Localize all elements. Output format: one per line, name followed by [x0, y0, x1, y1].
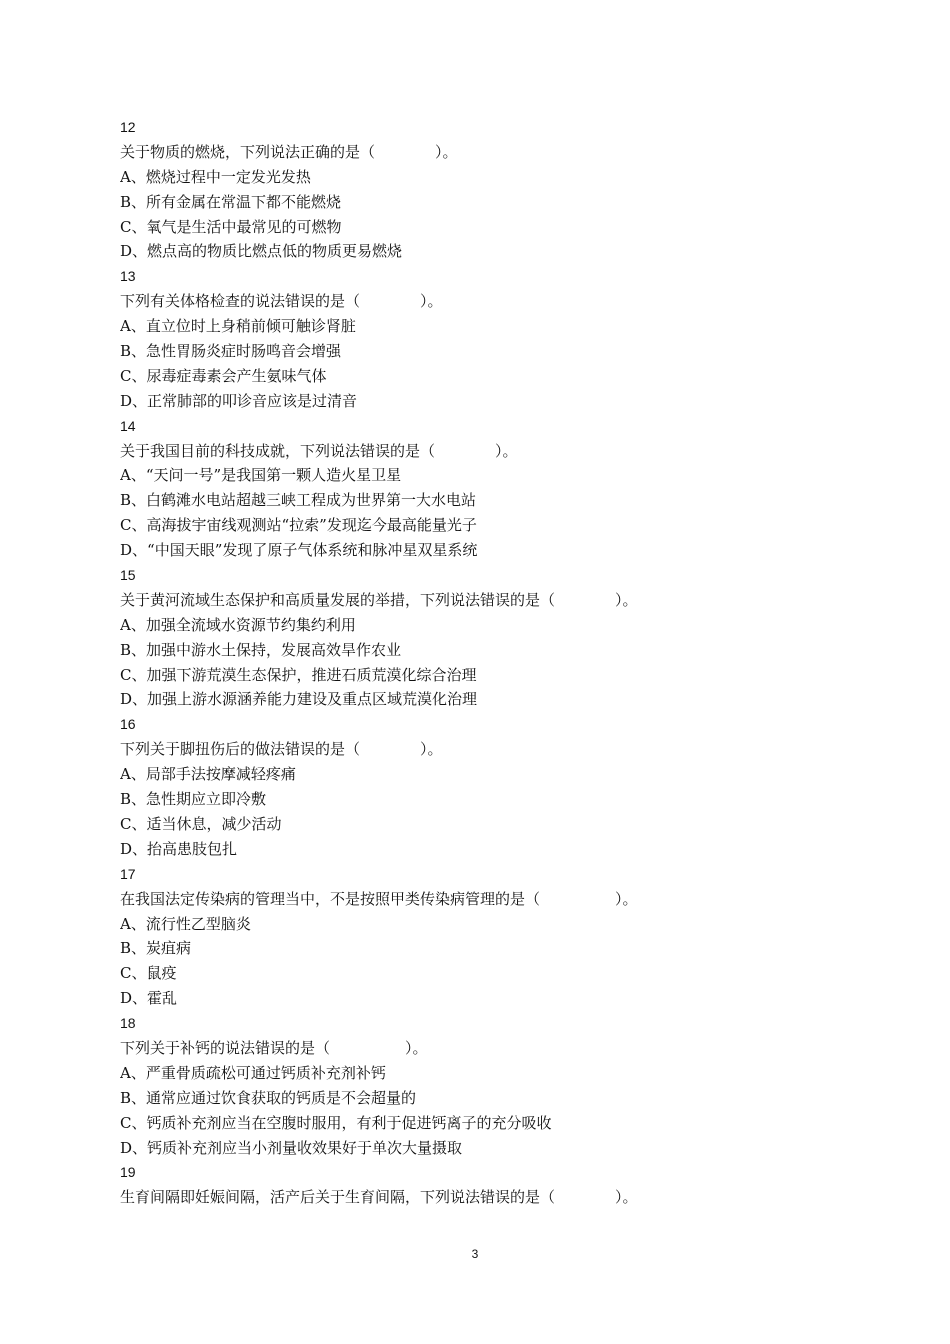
option-a: A、局部手法按摩减轻疼痛 — [120, 765, 296, 784]
question-stem: 关于黄河流域生态保护和高质量发展的举措，下列说法错误的是（ ）。 — [120, 590, 638, 609]
question-list — [120, 115, 860, 1210]
question-16 — [120, 712, 860, 861]
option-b: B、通常应通过饮食获取的钙质是不会超量的 — [120, 1088, 417, 1107]
option-a: A、加强全流域水资源节约集约利用 — [120, 615, 356, 634]
option-b: B、白鹤滩水电站超越三峡工程成为世界第一大水电站 — [120, 491, 477, 510]
question-number: 16 — [120, 716, 136, 733]
option-d: D、抬高患肢包扎 — [120, 839, 238, 858]
page-number: 3 — [471, 1247, 479, 1261]
option-b: B、炭疽病 — [120, 939, 192, 958]
question-number: 13 — [120, 268, 136, 285]
question-stem: 下列有关体格检查的说法错误的是（ ）。 — [120, 292, 443, 311]
question-stem: 下列关于补钙的说法错误的是（ ）。 — [120, 1038, 428, 1057]
option-d: D、霍乱 — [120, 989, 178, 1008]
option-a: A、严重骨质疏松可通过钙质补充剂补钙 — [120, 1063, 386, 1082]
question-stem: 在我国法定传染病的管理当中，不是按照甲类传染病管理的是（ ）。 — [120, 889, 638, 908]
question-number: 19 — [120, 1164, 136, 1181]
option-c: C、高海拔宇宙线观测站“拉索”发现迄今最高能量光子 — [120, 516, 477, 535]
option-b: B、所有金属在常温下都不能燃烧 — [120, 192, 342, 211]
question-stem: 关于物质的燃烧，下列说法正确的是（ ）。 — [120, 142, 458, 161]
question-19 — [120, 1160, 860, 1210]
question-number: 18 — [120, 1015, 136, 1032]
question-17 — [120, 862, 860, 1011]
option-a: A、直立位时上身稍前倾可触诊肾脏 — [120, 317, 356, 336]
question-stem: 下列关于脚扭伤后的做法错误的是（ ）。 — [120, 740, 443, 759]
option-c: C、钙质补充剂应当在空腹时服用，有利于促进钙离子的充分吸收 — [120, 1113, 552, 1132]
option-a: A、“天问一号”是我国第一颗人造火星卫星 — [120, 466, 402, 485]
option-d: D、加强上游水源涵养能力建设及重点区域荒漠化治理 — [120, 690, 478, 709]
question-number: 12 — [120, 119, 136, 135]
option-a: A、燃烧过程中一定发光发热 — [120, 167, 311, 186]
question-13 — [120, 264, 860, 413]
question-15 — [120, 563, 860, 712]
question-12 — [120, 115, 860, 264]
option-b: B、急性期应立即冷敷 — [120, 790, 267, 809]
option-c: C、尿毒症毒素会产生氨味气体 — [120, 366, 327, 385]
option-b: B、急性胃肠炎症时肠鸣音会增强 — [120, 342, 342, 361]
question-stem: 生育间隔即妊娠间隔，活产后关于生育间隔，下列说法错误的是（ ）。 — [120, 1188, 638, 1207]
option-a: A、流行性乙型脑炎 — [120, 914, 251, 933]
option-d: D、钙质补充剂应当小剂量收效果好于单次大量摄取 — [120, 1138, 463, 1157]
option-c: C、加强下游荒漠生态保护，推进石质荒漠化综合治理 — [120, 665, 477, 684]
question-14 — [120, 414, 860, 563]
question-stem: 关于我国目前的科技成就，下列说法错误的是（ ）。 — [120, 441, 518, 460]
question-number: 17 — [120, 865, 136, 882]
option-c: C、氧气是生活中最常见的可燃物 — [120, 217, 342, 236]
option-d: D、“中国天眼”发现了原子气体系统和脉冲星双星系统 — [120, 541, 478, 560]
question-number: 15 — [120, 567, 136, 584]
option-c: C、鼠疫 — [120, 964, 177, 983]
question-18 — [120, 1011, 860, 1160]
option-d: D、正常肺部的叩诊音应该是过清音 — [120, 391, 358, 410]
option-b: B、加强中游水土保持，发展高效旱作农业 — [120, 640, 402, 659]
question-number: 14 — [120, 417, 136, 434]
option-c: C、适当休息，减少活动 — [120, 814, 282, 833]
option-d: D、燃点高的物质比燃点低的物质更易燃烧 — [120, 242, 403, 261]
